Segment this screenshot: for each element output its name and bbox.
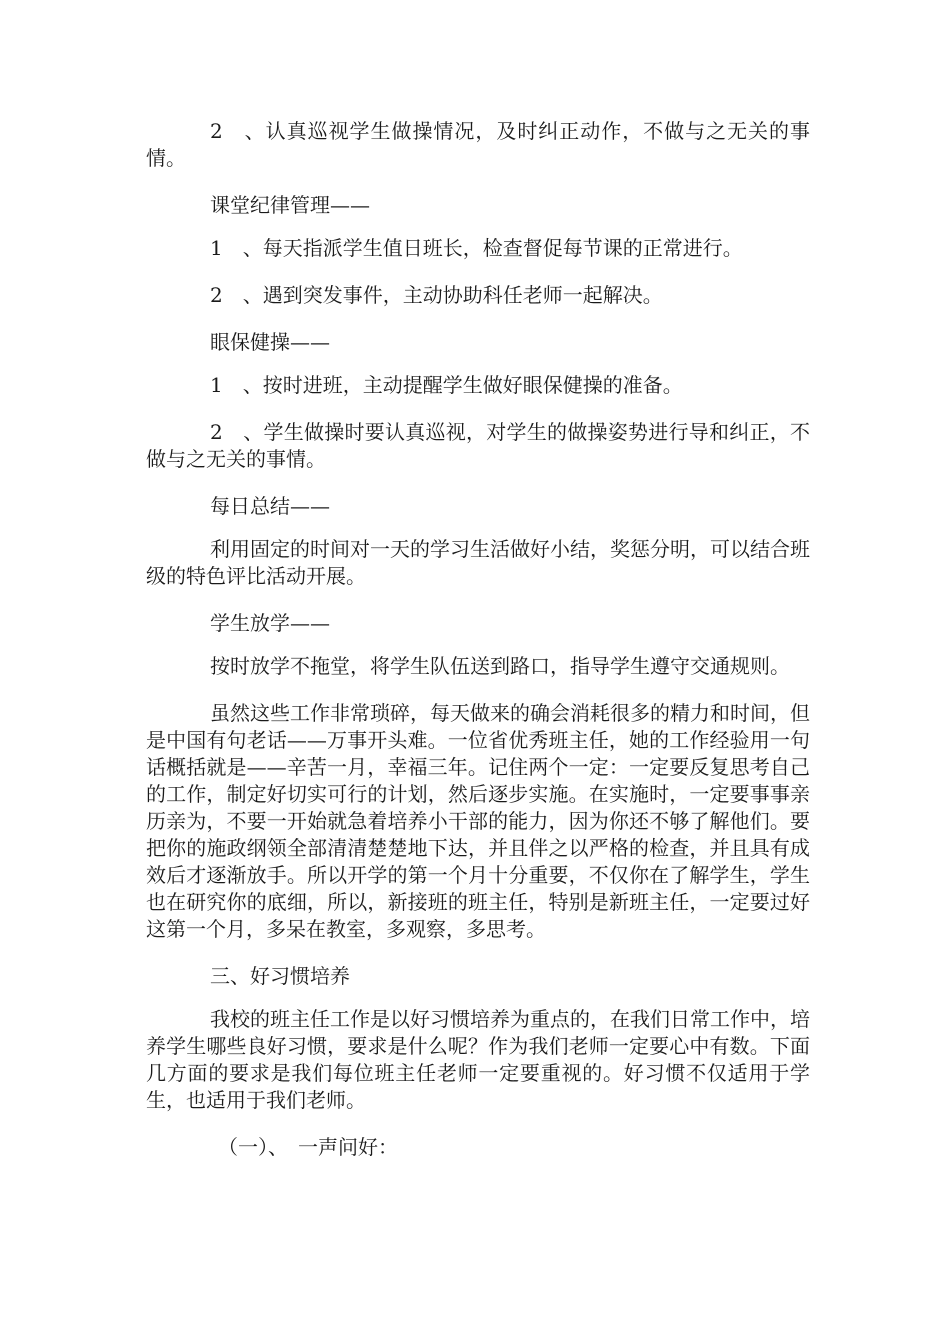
heading-good-habits: 三、好习惯培养 <box>210 964 350 988</box>
heading-classroom-discipline: 课堂纪律管理—— <box>210 193 370 217</box>
heading-dismissal: 学生放学—— <box>210 611 330 635</box>
paragraph-item-2-check-exercise: 2 、认真巡视学生做操情况，及时纠正动作，不做与之无关的事情。 <box>146 119 810 170</box>
paragraph-item-2-emergency: 2 、遇到突发事件，主动协助科任老师一起解决。 <box>210 283 663 307</box>
paragraph-item-1-on-time: 1 、按时进班，主动提醒学生做好眼保健操的准备。 <box>210 373 683 397</box>
heading-greeting: （一）、 一声问好： <box>218 1135 398 1159</box>
paragraph-daily-summary: 利用固定的时间对一天的学习生活做好小结，奖惩分明，可以结合班级的特色评比活动开展。 <box>146 537 810 588</box>
paragraph-item-2-patrol: 2 、学生做操时要认真巡视，对学生的做操姿势进行导和纠正，不做与之无关的事情。 <box>146 420 810 471</box>
paragraph-item-1-duty-monitor: 1 、每天指派学生值日班长，检查督促每节课的正常进行。 <box>210 236 743 260</box>
heading-daily-summary: 每日总结—— <box>210 494 330 518</box>
heading-eye-exercise: 眼保健操—— <box>210 330 330 354</box>
document-page <box>146 118 810 1181</box>
paragraph-good-habits: 我校的班主任工作是以好习惯培养为重点的，在我们日常工作中，培养学生哪些良好习惯，要求是什么呢？作为我们老师一定要心中有数。下面几方面的要求是我们每位班主任老师一定要重视的。好习惯不仅适用于学生，也适用于我们老师。 <box>146 1007 810 1112</box>
paragraph-first-month: 虽然这些工作非常琐碎，每天做来的确会消耗很多的精力和时间，但是中国有句老话——万事开头难。一位省优秀班主任，她的工作经验用一句话概括就是——辛苦一月，幸福三年。记住两个一定：一定要反复思考自己的工作，制定好切实可行的计划，然后逐步实施。在实施时，一定要事事亲历亲为，不要一开始就急着培养小干部的能力，因为你还不够了解他们。要把你的施政纲领全部清清楚楚地下达，并且伴之以严格的检查，并且具有成效后才逐渐放手。所以开学的第一个月十分重要，不仅你在了解学生，学生也在研究你的底细，所以，新接班的班主任，特别是新班主任，一定要过好这第一个月，多呆在教室，多观察，多思考。 <box>146 701 810 941</box>
paragraph-dismissal: 按时放学不拖堂，将学生队伍送到路口，指导学生遵守交通规则。 <box>210 654 790 678</box>
